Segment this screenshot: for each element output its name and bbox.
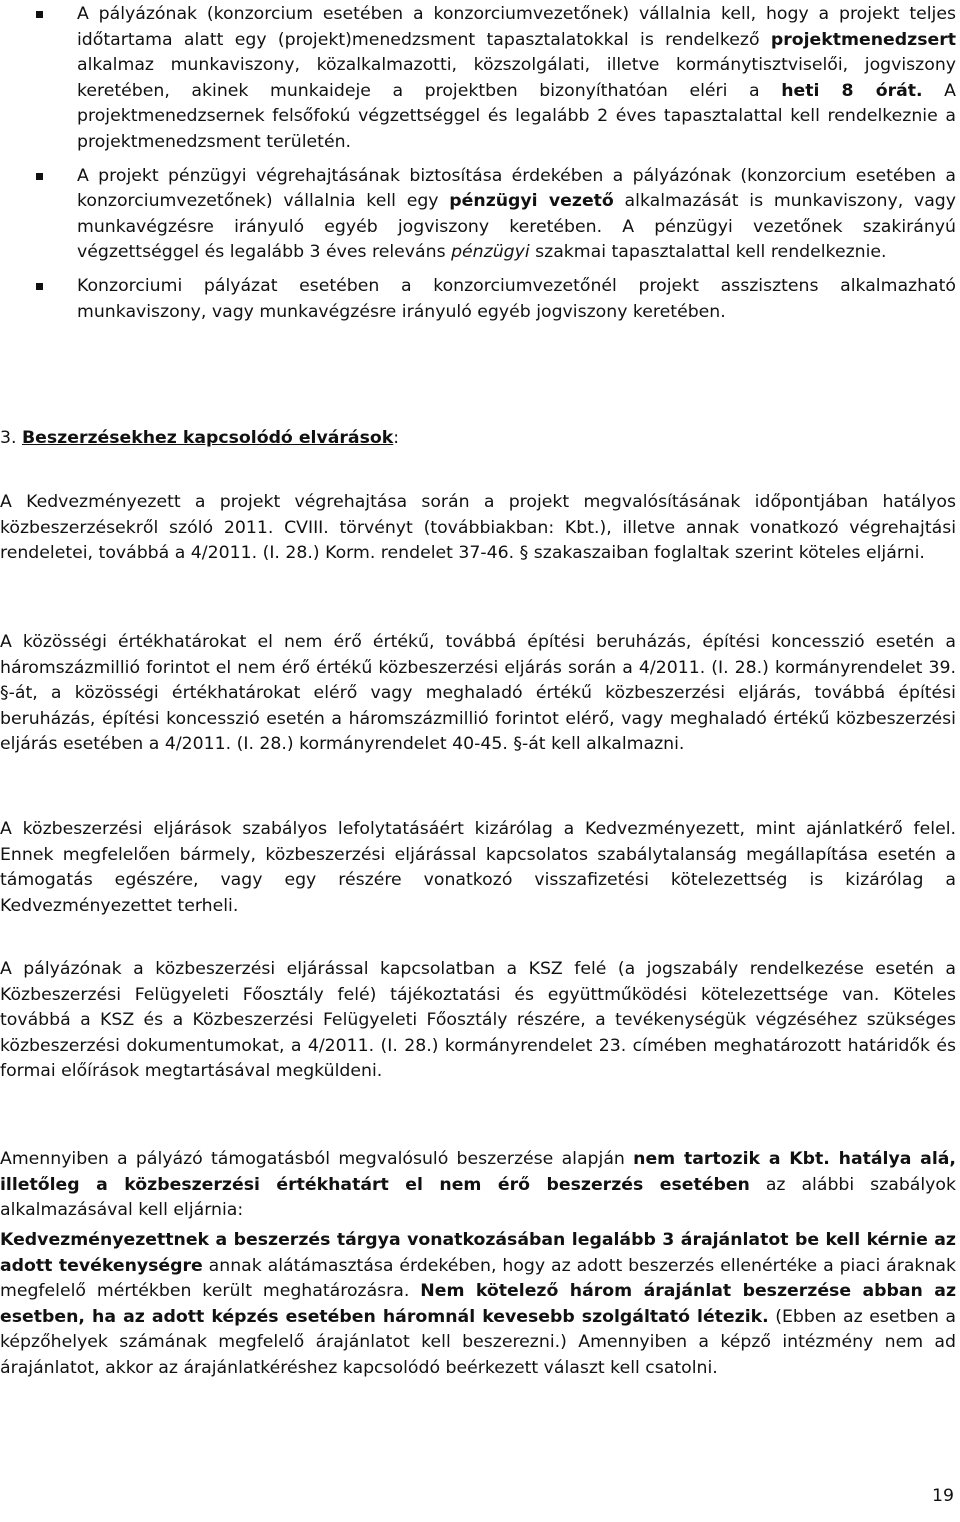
bullet-item bbox=[0, 2, 956, 156]
bullet-item bbox=[0, 164, 956, 266]
bullet-square-icon bbox=[36, 173, 43, 180]
paragraph-kbt bbox=[0, 490, 956, 567]
heading-title: Beszerzésekhez kapcsolódó elvárások bbox=[21, 428, 394, 448]
paragraph-ertekhatar bbox=[0, 630, 956, 758]
bullet-text: A projekt pénzügyi végrehajtásának biztosítása érdekében a pályázónak (konzorcium esetében a konzorciumvezetőnek) vállalnia kell egy pénzügyi vezető alkalmazását is munkaviszony, vagy munkavégzésre irányuló egyéb jogviszony keretében. A pénzügyi vezetőnek szakirányú végzettséggel és legalább 3 éves releváns pénzügyi szakmai tapasztalattal kell rendelkeznie. bbox=[77, 165, 956, 263]
section-heading bbox=[0, 426, 956, 452]
bullet-text: Konzorciumi pályázat esetében a konzorciumvezetőnél projekt asszisztens alkalmazható munkaviszony, vagy munkavégzésre irányuló egyéb jogviszony keretében. bbox=[77, 275, 956, 322]
paragraph-text: A közösségi értékhatárokat el nem érő értékű, továbbá építési beruházás, építési koncesszió esetén a háromszázmillió forintot el nem érő értékű közbeszerzési eljárás során a 4/2011. (I. 28.) kormányrendelet 39. §-át, a közösségi értékhatárokat elérő vagy meghaladó értékű közbeszerzési eljárás, továbbá építési beruházás, építési koncesszió esetén a háromszázmillió forintot elérő, vagy meghaladó értékű közbeszerzési eljárás esetében a 4/2011. (I. 28.) kormányrendelet 40-45. §-át kell alkalmazni. bbox=[0, 632, 956, 755]
bullet-text: A pályázónak (konzorcium esetében a konzorciumvezetőnek) vállalnia kell, hogy a projekt teljes időtartama alatt egy (projekt)menedzsment tapasztalatokkal is rendelkező projektmenedzsert alkalmaz munkaviszony, közalkalmazotti, közszolgálati, illetve kormánytisztviselői, jogviszony keretében, akinek munkaideje a projektben bizonyíthatóan eléri a heti 8 órát. A projektmenedzsernek felsőfokú végzettséggel és legalább 2 éves tapasztalattal kell rendelkeznie a projektmenedzsment területén. bbox=[77, 4, 956, 152]
bullet-square-icon bbox=[36, 283, 43, 290]
paragraph-nem-tartozik bbox=[0, 1147, 956, 1224]
paragraph-arajanlat bbox=[0, 1228, 956, 1382]
heading-number: 3. bbox=[0, 428, 22, 448]
bullet-list bbox=[0, 2, 956, 333]
paragraph-text: A Kedvezményezett a projekt végrehajtása során a projekt megvalósításának időpontjában hatályos közbeszerzésekről szóló 2011. CVIII. törvényt (továbbiakban: Kbt.), illetve annak vonatkozó végrehajtási rendeletei, továbbá a 4/2011. (I. 28.) Korm. rendelet 37-46. § szakaszaiban foglaltak szerint köteles eljárni. bbox=[0, 492, 956, 564]
bullet-item bbox=[0, 274, 956, 325]
paragraph-felelosseg bbox=[0, 817, 956, 919]
paragraph-ksz bbox=[0, 957, 956, 1085]
paragraph-text: Amennyiben a pályázó támogatásból megvalósuló beszerzése alapján nem tartozik a Kbt. hatálya alá, illetőleg a közbeszerzési értékhatárt el nem érő beszerzés esetében az alábbi szabályok alkalmazásával kell eljárnia: bbox=[0, 1149, 956, 1221]
paragraph-text: A közbeszerzési eljárások szabályos lefolytatásáért kizárólag a Kedvezményezett, mint ajánlatkérő felel. Ennek megfelelően bármely, közbeszerzési eljárással kapcsolatos szabálytalanság megállapítása esetén a támogatás egészére, vagy egy részére vonatkozó visszafizetési kötelezettség is kizárólag a Kedvezményezettet terheli. bbox=[0, 819, 956, 916]
heading-suffix: : bbox=[393, 428, 400, 448]
paragraph-text: Kedvezményezettnek a beszerzés tárgya vonatkozásában legalább 3 árajánlatot be kell kérnie az adott tevékenységre annak alátámasztása érdekében, hogy az adott beszerzés ellenértéke a piaci áraknak megfelelő mértékben került meghatározásra. Nem kötelező három árajánlat beszerzése abban az esetben, ha az adott képzés esetében háromnál kevesebb szolgáltató létezik. (Ebben az esetben a képzőhelyek számának megfelelő árajánlatot kell beszerezni.) Amennyiben a képző intézmény nem ad árajánlatot, akkor az árajánlatkéréshez kapcsolódó beérkezett választ kell csatolni. bbox=[0, 1230, 956, 1378]
page-number: 19 bbox=[932, 1486, 954, 1506]
paragraph-text: A pályázónak a közbeszerzési eljárással kapcsolatban a KSZ felé (a jogszabály rendelkezése esetén a Közbeszerzési Felügyeleti Főosztály felé) tájékoztatási és együttműködési kötelezettsége van. Köteles továbbá a KSZ és a Közbeszerzési Felügyeleti Főosztály részére, a tevékenységük végzéséhez szükséges közbeszerzési dokumentumokat, a 4/2011. (I. 28.) kormányrendelet 23. címében meghatározott határidők és formai előírások megtartásával megküldeni. bbox=[0, 959, 956, 1082]
bullet-square-icon bbox=[36, 11, 43, 18]
